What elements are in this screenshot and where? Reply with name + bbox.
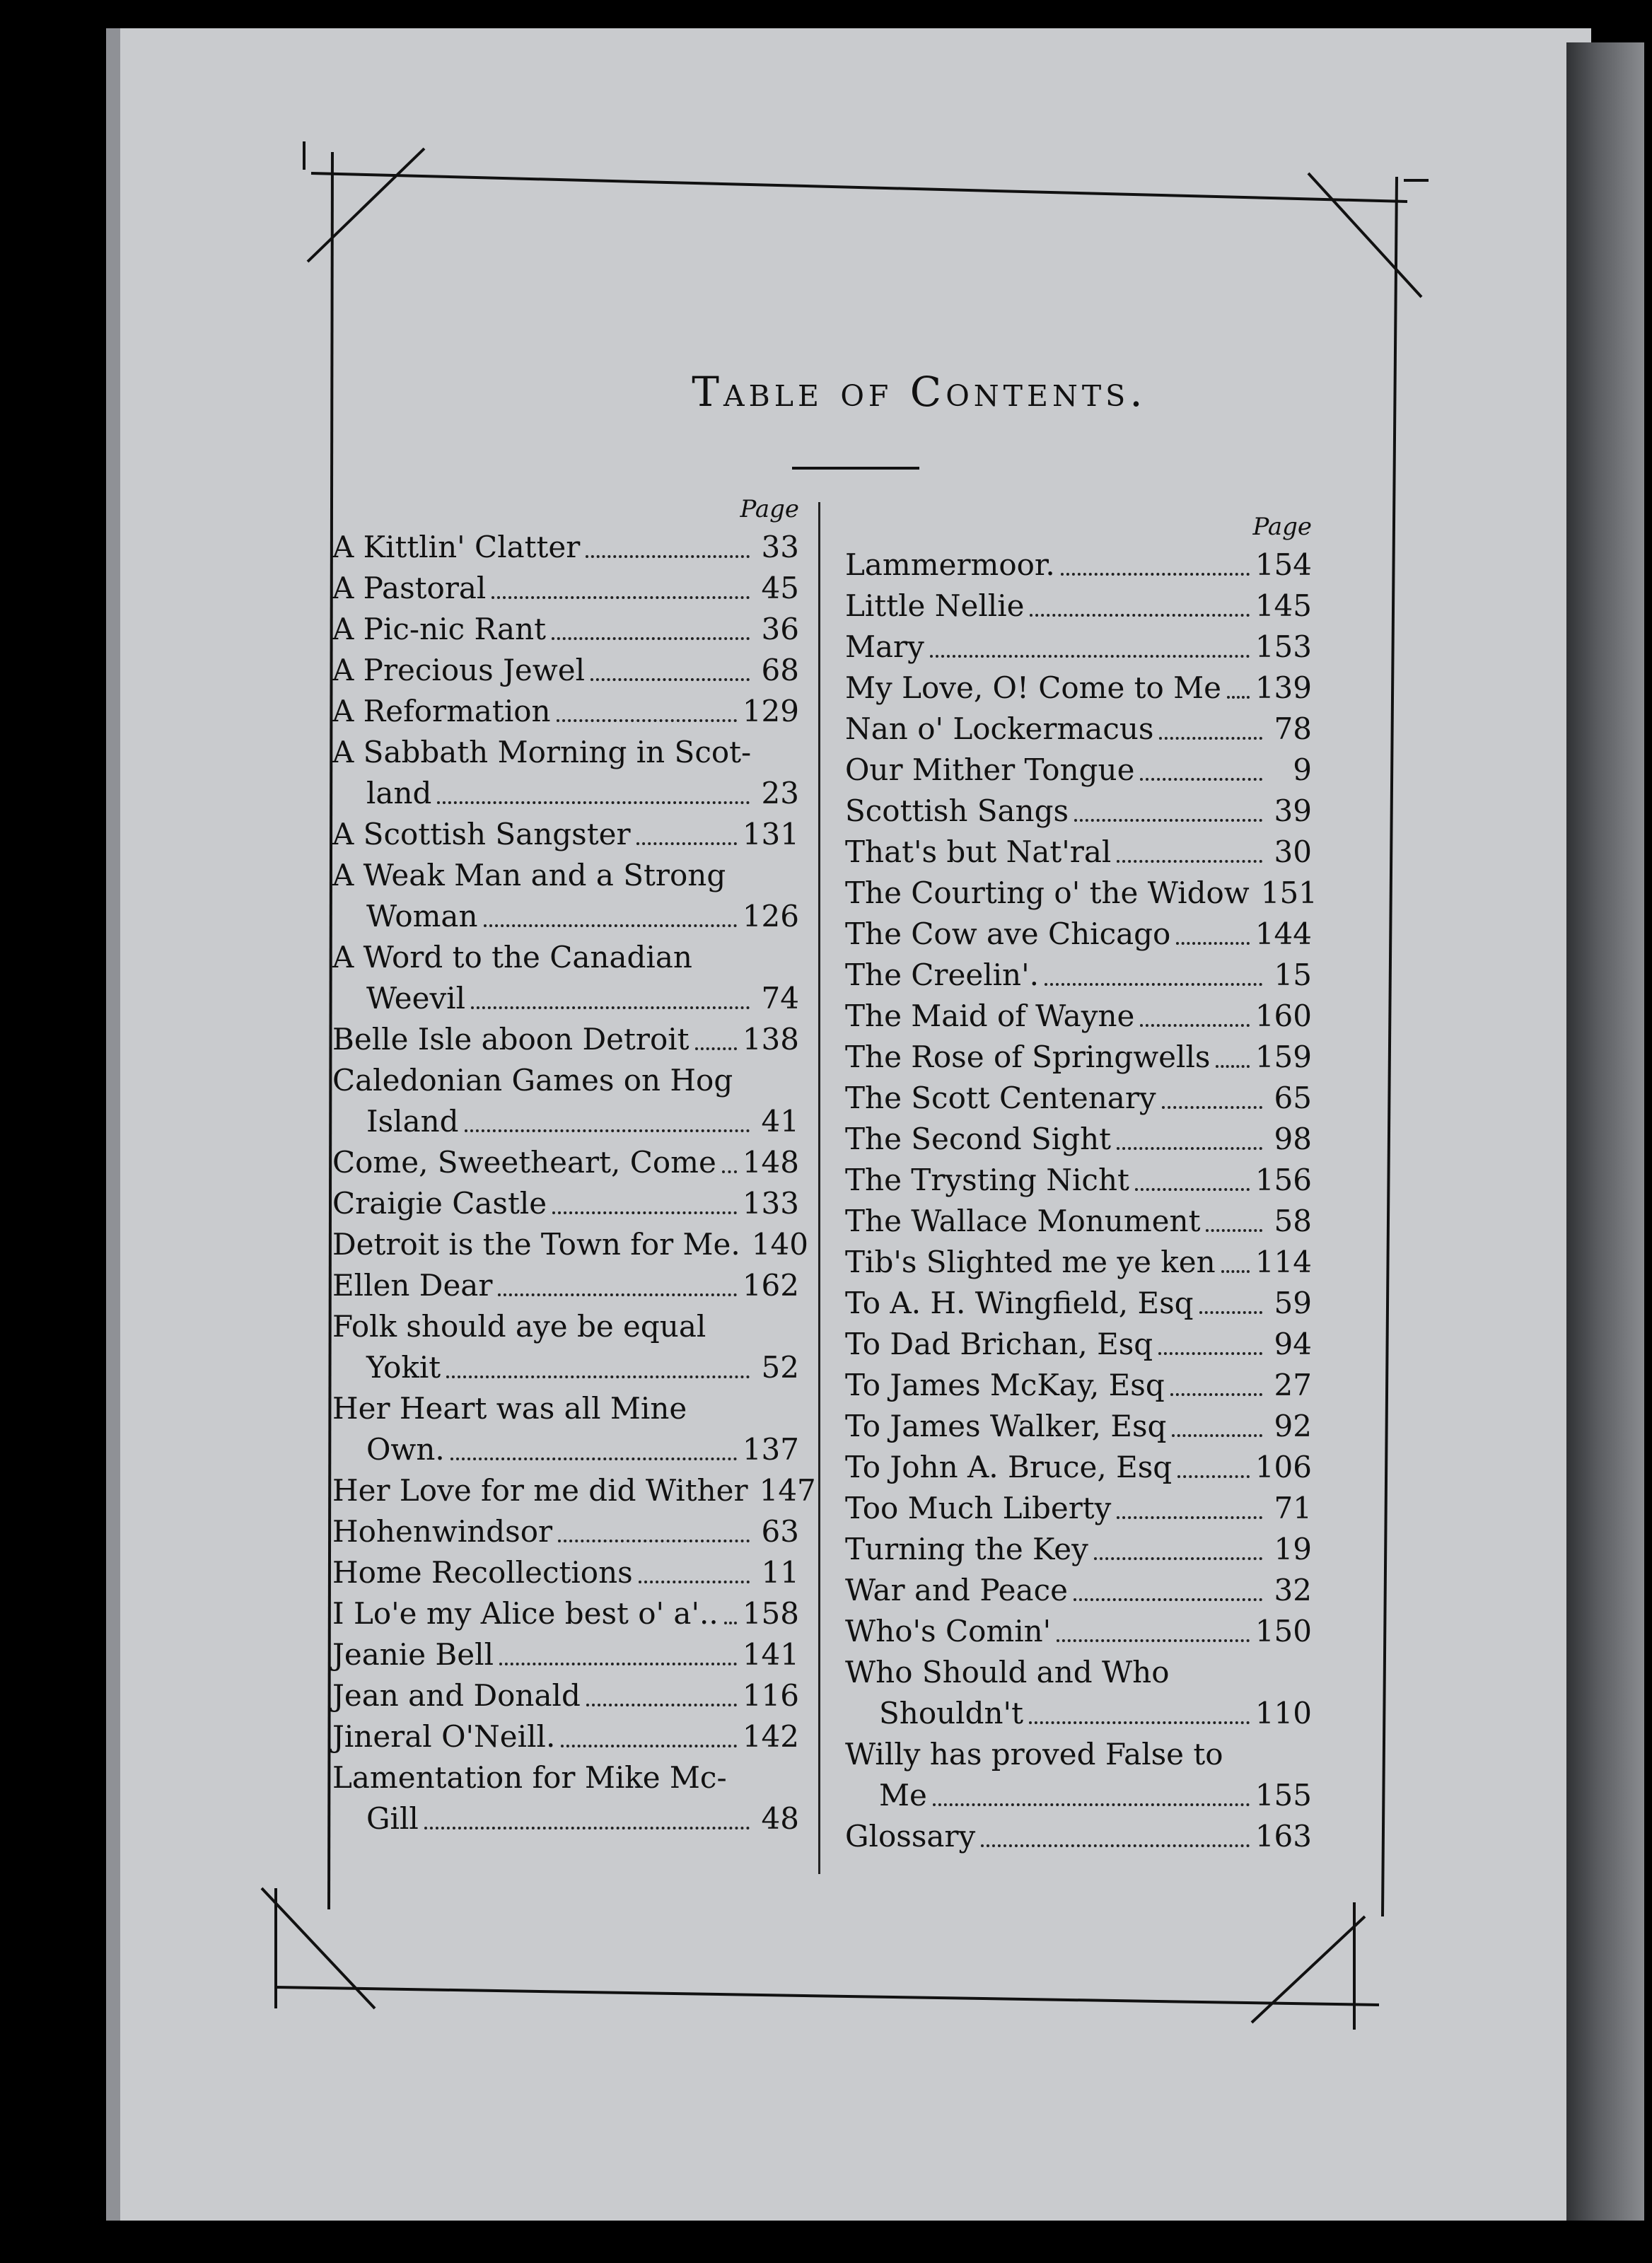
entry-page-number: 116 (742, 1678, 799, 1713)
dot-leader (491, 596, 750, 599)
entry-page-number: 154 (1255, 547, 1312, 582)
entry-page-number: 131 (742, 817, 799, 851)
dot-leader (552, 1211, 737, 1214)
entry-page-number: 151 (1260, 875, 1317, 910)
entry-page-number: 145 (1255, 588, 1312, 623)
contents-entry (845, 1119, 1312, 1160)
contents-entry (845, 955, 1312, 996)
entry-page-number: 94 (1274, 1327, 1312, 1361)
entry-page-number: 33 (761, 530, 799, 564)
entry-title: Turning the Key (845, 1532, 1088, 1566)
dot-leader (1045, 983, 1262, 986)
entry-page-number: 92 (1274, 1409, 1312, 1443)
contents-entry (845, 1652, 1312, 1734)
contents-entry (845, 1529, 1312, 1570)
contents-entry (845, 1816, 1312, 1857)
entry-page-number: 129 (742, 694, 799, 728)
entry-title: War and Peace (845, 1573, 1068, 1607)
dot-leader (446, 1375, 750, 1378)
dot-leader (930, 655, 1250, 658)
entry-title: I Lo'e my Alice best o' a'.. (332, 1596, 719, 1631)
entry-title: Craigie Castle (332, 1186, 547, 1221)
entry-page-number: 163 (1255, 1819, 1312, 1854)
entry-page-number: 65 (1274, 1081, 1312, 1115)
dot-leader (1216, 1065, 1249, 1068)
dot-leader (1135, 1188, 1250, 1191)
contents-list-left (332, 527, 816, 1839)
entry-page-number: 141 (742, 1637, 799, 1672)
page-title: Table of Contents. (692, 368, 1147, 416)
page-column-header: Page (740, 495, 799, 523)
entry-page-number: 155 (1255, 1778, 1312, 1813)
entry-title: The Rose of Springwells (845, 1040, 1211, 1074)
entry-page-number: 32 (1274, 1573, 1312, 1607)
contents-entry (845, 1488, 1312, 1529)
entry-page-number: 126 (742, 899, 799, 933)
contents-entry (332, 1224, 808, 1265)
entry-title: Home Recollections (332, 1555, 633, 1590)
entry-page-number: 106 (1255, 1450, 1312, 1484)
contents-entry (332, 1388, 799, 1470)
contents-entry (332, 1470, 816, 1511)
entry-title: My Love, O! Come to Me (845, 670, 1222, 705)
contents-entry (332, 609, 799, 650)
page-column-header: Page (1252, 513, 1312, 541)
entry-continuation-line (845, 1693, 1312, 1734)
contents-entry (332, 1019, 799, 1060)
contents-entry (845, 1734, 1312, 1816)
contents-entry (845, 627, 1312, 668)
contents-entry (332, 814, 799, 855)
dot-leader (1030, 614, 1249, 617)
entry-page-number: 68 (761, 653, 799, 687)
entry-title-continued: Own. (366, 1432, 445, 1467)
dot-leader (1061, 573, 1250, 576)
dot-leader (424, 1827, 750, 1829)
entry-title-continued: Island (366, 1104, 459, 1139)
entry-page-number: 144 (1255, 917, 1312, 951)
contents-entry (845, 1201, 1312, 1242)
entry-title: To James McKay, Esq (845, 1368, 1165, 1402)
dot-leader (586, 555, 750, 558)
contents-entry (332, 1552, 799, 1593)
contents-entry (845, 914, 1312, 955)
entry-page-number: 9 (1293, 752, 1312, 787)
entry-page-number: 138 (742, 1022, 799, 1057)
entry-title: To A. H. Wingfield, Esq (845, 1286, 1194, 1320)
dot-leader (1199, 1311, 1262, 1314)
entry-title: The Maid of Wayne (845, 999, 1135, 1033)
entry-title: Glossary (845, 1819, 976, 1854)
entry-page-number: 159 (1255, 1040, 1312, 1074)
dot-leader (639, 1581, 750, 1583)
dot-leader (1029, 1721, 1250, 1724)
contents-entry (332, 1675, 799, 1716)
contents-entry (845, 1611, 1312, 1652)
dot-leader (1158, 1352, 1262, 1355)
entry-page-number: 58 (1274, 1204, 1312, 1238)
contents-entry (845, 1365, 1312, 1406)
entry-title: A Sabbath Morning in Scot- (332, 735, 752, 769)
contents-entry (332, 1593, 799, 1634)
dot-leader (465, 1129, 750, 1132)
entry-title: Tib's Slighted me ye ken (845, 1245, 1216, 1279)
entry-continuation-line (332, 896, 799, 937)
entry-title: Detroit is the Town for Me. (332, 1227, 740, 1262)
entry-title: A Weak Man and a Strong (332, 858, 726, 892)
entry-title: The Cow ave Chicago (845, 917, 1171, 951)
dot-leader (437, 801, 750, 804)
entry-title: The Courting o' the Widow (845, 875, 1250, 910)
entry-title: Too Much Liberty (845, 1491, 1112, 1525)
entry-title: The Creelin'. (845, 958, 1040, 992)
contents-entry (332, 1757, 799, 1839)
contents-entry (845, 1406, 1312, 1447)
entry-page-number: 114 (1255, 1245, 1312, 1279)
dot-leader (1140, 778, 1262, 781)
contents-entry (845, 750, 1312, 791)
dot-leader (636, 842, 737, 845)
dot-leader (1117, 1516, 1262, 1519)
dot-leader (1074, 1598, 1262, 1601)
entry-page-number: 11 (761, 1555, 799, 1590)
dot-leader (981, 1844, 1250, 1847)
entry-page-number: 59 (1274, 1286, 1312, 1320)
contents-entry (845, 545, 1312, 586)
dot-leader (586, 1704, 737, 1706)
entry-title: A Reformation (332, 694, 551, 728)
dot-leader (1094, 1557, 1262, 1560)
contents-entry (332, 1306, 799, 1388)
entry-page-number: 19 (1274, 1532, 1312, 1566)
entry-title: Who's Comin' (845, 1614, 1052, 1648)
contents-entry (845, 1570, 1312, 1611)
entry-continuation-line (332, 978, 799, 1019)
entry-page-number: 139 (1255, 670, 1312, 705)
entry-continuation-line (332, 1347, 799, 1388)
entry-title: A Kittlin' Clatter (332, 530, 581, 564)
entry-page-number: 74 (761, 981, 799, 1016)
entry-page-number: 110 (1255, 1696, 1312, 1730)
entry-title: To Dad Brichan, Esq (845, 1327, 1153, 1361)
dot-leader (933, 1803, 1250, 1806)
entry-page-number: 148 (742, 1145, 799, 1180)
dot-leader (1140, 1024, 1249, 1027)
dot-leader (557, 719, 737, 722)
title-rule (792, 467, 919, 470)
entry-title: Come, Sweetheart, Come (332, 1145, 716, 1180)
entry-continuation-line (332, 1101, 799, 1142)
entry-page-number: 52 (761, 1350, 799, 1385)
entry-title: Lammermoor. (845, 547, 1055, 582)
dot-leader (499, 1663, 737, 1665)
contents-entry (845, 1078, 1312, 1119)
entry-page-number: 160 (1255, 999, 1312, 1033)
contents-entry (845, 791, 1312, 832)
entry-page-number: 71 (1274, 1491, 1312, 1525)
entry-page-number: 78 (1274, 711, 1312, 746)
dot-leader (558, 1540, 750, 1542)
contents-entry (845, 1283, 1312, 1324)
dot-leader (484, 924, 737, 927)
dot-leader (561, 1745, 737, 1747)
entry-title: The Scott Centenary (845, 1081, 1156, 1115)
contents-entry (845, 1160, 1312, 1201)
dot-leader (1206, 1229, 1262, 1232)
contents-entry (845, 1242, 1312, 1283)
entry-page-number: 162 (742, 1268, 799, 1303)
contents-entry (845, 1037, 1312, 1078)
dot-leader (1170, 1393, 1262, 1396)
entry-page-number: 27 (1274, 1368, 1312, 1402)
entry-title: Her Heart was all Mine (332, 1391, 687, 1426)
entry-page-number: 45 (761, 571, 799, 605)
entry-title: A Precious Jewel (332, 653, 585, 687)
entry-title: Mary (845, 629, 924, 664)
entry-continuation-line (845, 1775, 1312, 1816)
contents-entry (845, 1447, 1312, 1488)
entry-page-number: 15 (1274, 958, 1312, 992)
entry-title: Nan o' Lockermacus (845, 711, 1154, 746)
dot-leader (722, 1170, 737, 1173)
entry-page-number: 98 (1274, 1122, 1312, 1156)
entry-page-number: 137 (742, 1432, 799, 1467)
contents-entry (332, 691, 799, 732)
entry-title: A Scottish Sangster (332, 817, 631, 851)
entry-title-continued: Yokit (366, 1350, 441, 1385)
entry-page-number: 133 (742, 1186, 799, 1221)
dot-leader (591, 678, 750, 681)
dot-leader (724, 1622, 737, 1624)
contents-entry (845, 709, 1312, 750)
dot-leader (1177, 1475, 1250, 1478)
entry-page-number: 156 (1255, 1163, 1312, 1197)
entry-title: The Second Sight (845, 1122, 1112, 1156)
entry-title-continued: Gill (366, 1801, 419, 1836)
dot-leader (1159, 737, 1262, 740)
entry-page-number: 63 (761, 1514, 799, 1549)
dot-leader (1176, 942, 1250, 945)
entry-page-number: 153 (1255, 629, 1312, 664)
entry-title: The Wallace Monument (845, 1204, 1201, 1238)
entry-title: Belle Isle aboon Detroit (332, 1022, 690, 1057)
entry-title: Hohenwindsor (332, 1514, 553, 1549)
dot-leader (1117, 1147, 1262, 1150)
dot-leader (552, 637, 750, 640)
contents-entry (845, 1324, 1312, 1365)
dot-leader (1162, 1106, 1262, 1109)
contents-entry (845, 873, 1317, 914)
contents-entry (332, 732, 799, 814)
contents-entry (845, 996, 1312, 1037)
entry-title: That's but Nat'ral (845, 834, 1112, 869)
dot-leader (471, 1006, 750, 1009)
entry-title: Our Mither Tongue (845, 752, 1135, 787)
column-divider (818, 502, 820, 1874)
dot-leader (450, 1458, 737, 1460)
contents-entry (332, 650, 799, 691)
entry-title: Her Love for me did Wither (332, 1473, 748, 1508)
contents-list-right (845, 545, 1317, 1857)
entry-title: Jean and Donald (332, 1678, 581, 1713)
contents-entry (332, 527, 799, 568)
entry-page-number: 23 (761, 776, 799, 810)
contents-entry (332, 1634, 799, 1675)
entry-title-continued: land (366, 776, 432, 810)
dot-leader (498, 1293, 736, 1296)
contents-entry (332, 1142, 799, 1183)
dot-leader (1221, 1270, 1250, 1273)
entry-continuation-line (332, 1798, 799, 1839)
entry-title: Who Should and Who (845, 1655, 1170, 1689)
entry-page-number: 30 (1274, 834, 1312, 869)
entry-continuation-line (332, 773, 799, 814)
entry-title: A Pastoral (332, 571, 487, 605)
entry-title: Ellen Dear (332, 1268, 493, 1303)
contents-entry (332, 937, 799, 1019)
contents-entry (845, 832, 1312, 873)
contents-entry (332, 1716, 799, 1757)
dot-leader (1227, 696, 1250, 699)
entry-title-continued: Shouldn't (879, 1696, 1023, 1730)
entry-page-number: 36 (761, 612, 799, 646)
entry-page-number: 39 (1274, 793, 1312, 828)
dot-leader (1074, 819, 1262, 822)
entry-title-continued: Woman (366, 899, 478, 933)
contents-entry (332, 1060, 799, 1142)
entry-title: Folk should aye be equal (332, 1309, 706, 1344)
entry-title-continued: Weevil (366, 981, 466, 1016)
entry-title: Caledonian Games on Hog (332, 1063, 733, 1098)
dot-leader (695, 1047, 737, 1050)
entry-title: Little Nellie (845, 588, 1025, 623)
entry-page-number: 41 (761, 1104, 799, 1139)
entry-continuation-line (332, 1429, 799, 1470)
entry-page-number: 158 (742, 1596, 799, 1631)
entry-title-continued: Me (879, 1778, 927, 1813)
contents-entry (332, 855, 799, 937)
contents-entry (845, 668, 1312, 709)
contents-entry (332, 1183, 799, 1224)
entry-title: Lamentation for Mike Mc- (332, 1760, 727, 1795)
dot-leader (1117, 860, 1262, 863)
entry-title: A Word to the Canadian (332, 940, 692, 975)
entry-title: A Pic-nic Rant (332, 612, 546, 646)
contents-entry (332, 1511, 799, 1552)
entry-title: Jeanie Bell (332, 1637, 494, 1672)
contents-entry (332, 1265, 799, 1306)
entry-page-number: 150 (1255, 1614, 1312, 1648)
entry-page-number: 142 (742, 1719, 799, 1754)
entry-title: To James Walker, Esq (845, 1409, 1167, 1443)
entry-title: Scottish Sangs (845, 793, 1069, 828)
contents-entry (332, 568, 799, 609)
entry-title: Willy has proved False to (845, 1737, 1223, 1772)
entry-page-number: 140 (751, 1227, 808, 1262)
entry-page-number: 48 (761, 1801, 799, 1836)
dot-leader (1057, 1639, 1250, 1642)
entry-title: The Trysting Nicht (845, 1163, 1129, 1197)
entry-title: Jineral O'Neill. (332, 1719, 556, 1754)
entry-title: To John A. Bruce, Esq (845, 1450, 1173, 1484)
entry-page-number: 147 (759, 1473, 816, 1508)
dot-leader (1172, 1434, 1262, 1437)
contents-entry (845, 586, 1312, 627)
